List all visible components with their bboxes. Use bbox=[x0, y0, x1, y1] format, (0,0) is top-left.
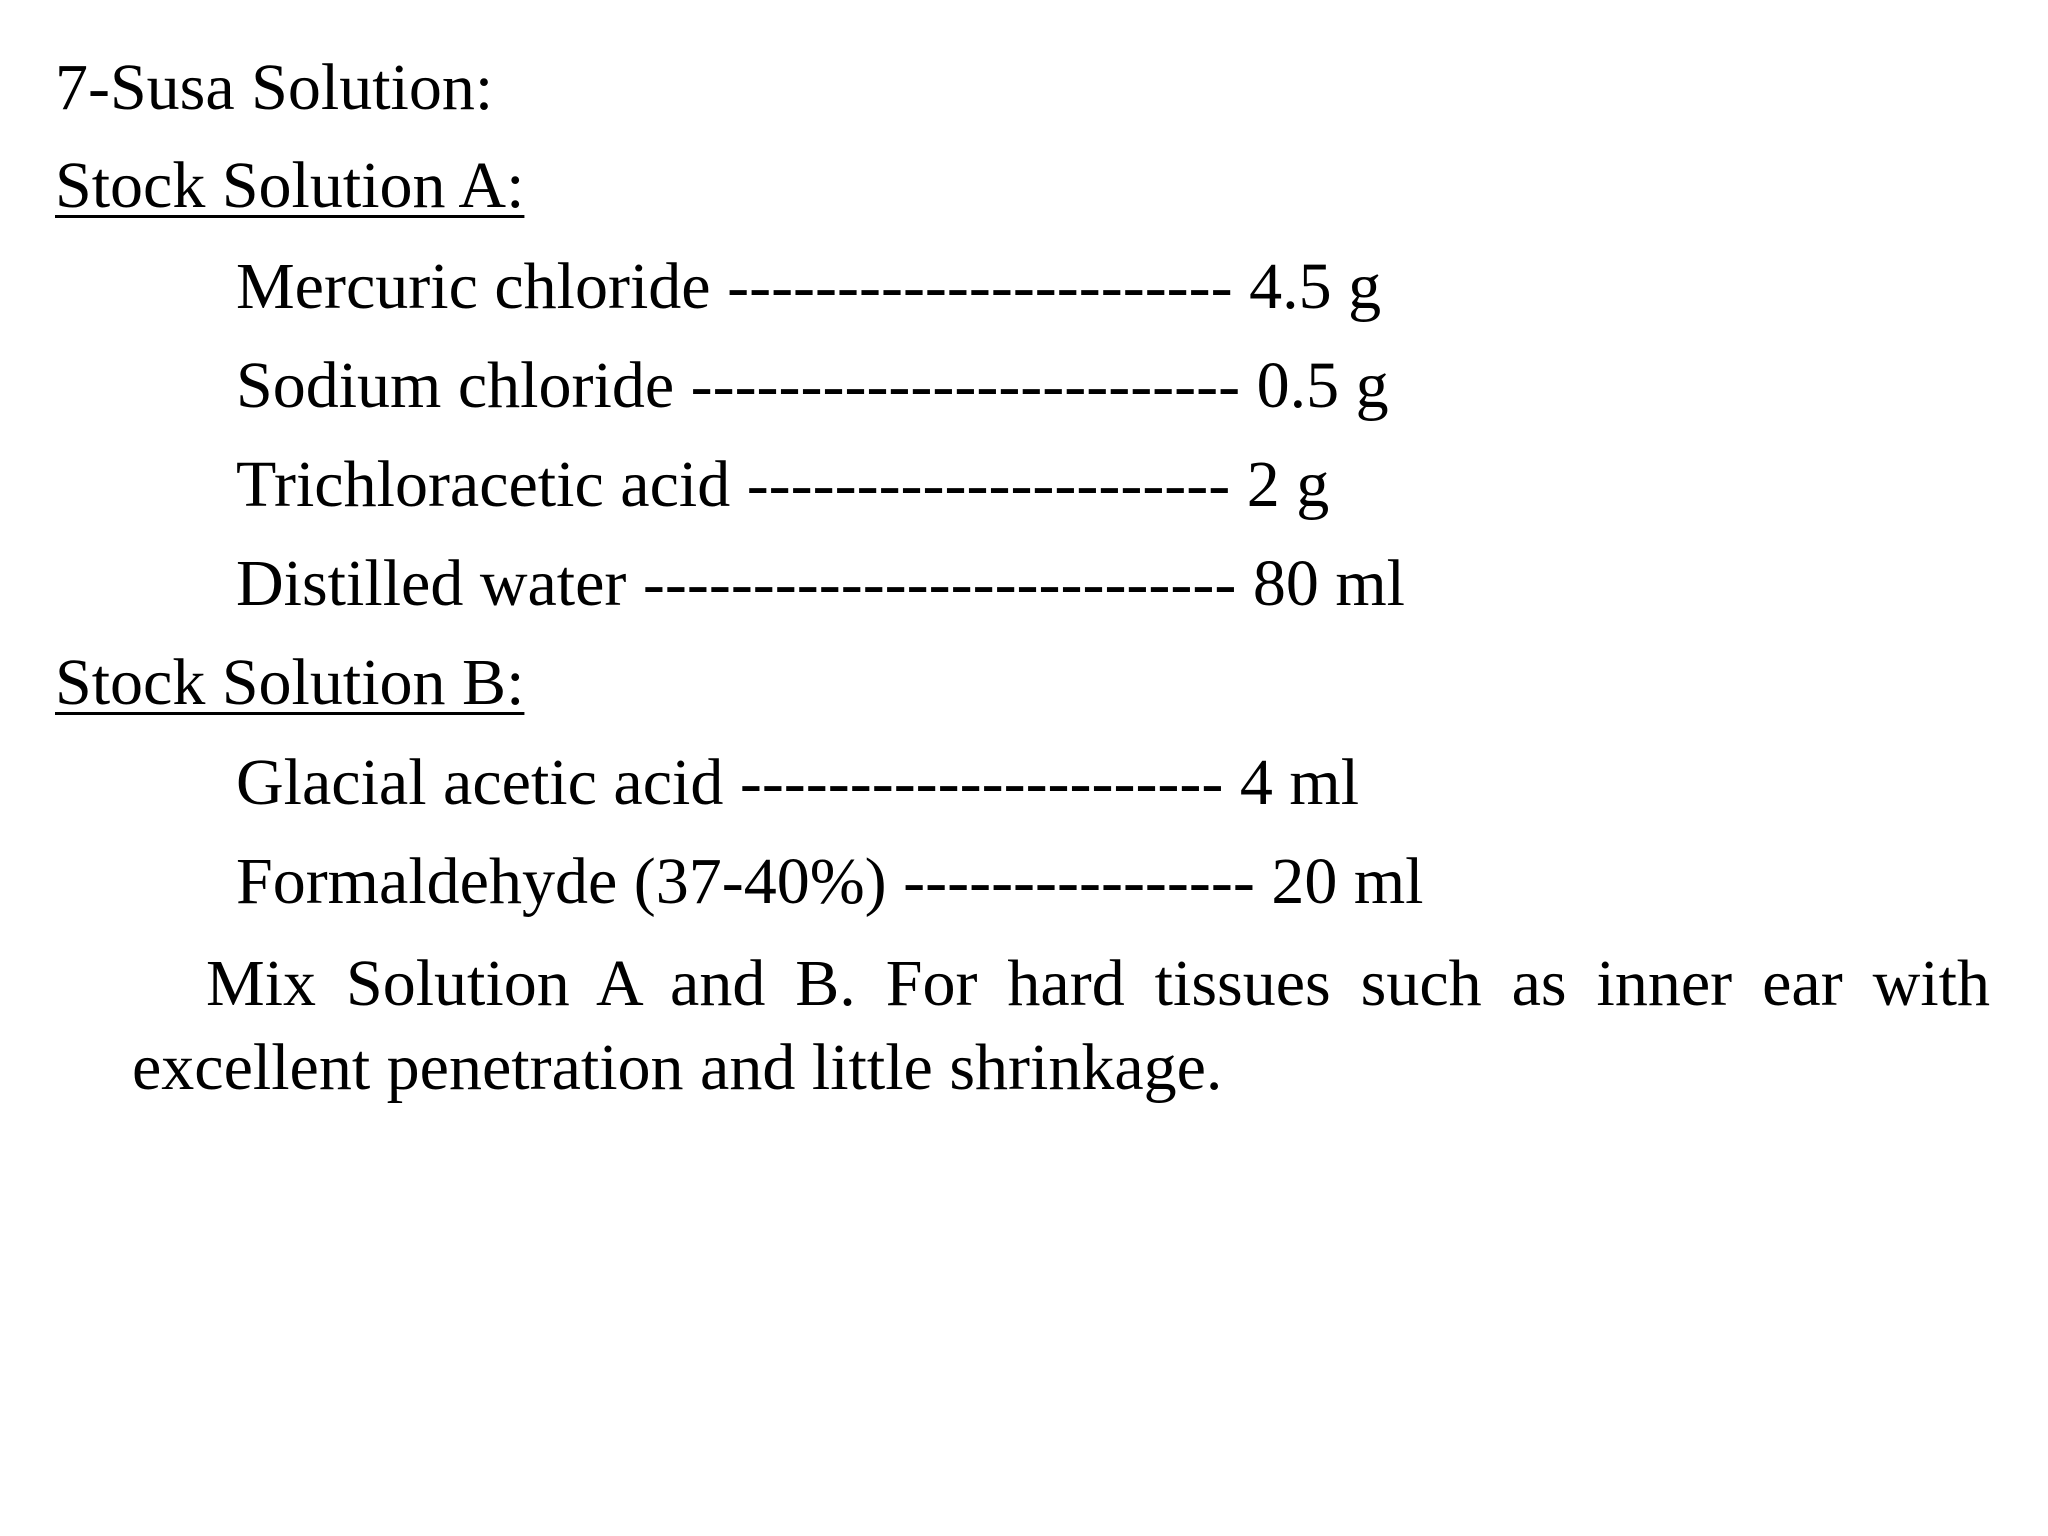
ingredient-row bbox=[236, 845, 1424, 918]
ingredient-dashes: ------------------------- bbox=[690, 349, 1241, 422]
ingredient-name: Mercuric chloride bbox=[236, 250, 711, 323]
ingredient-amount: 0.5 g bbox=[1256, 349, 1389, 422]
stock-solution-a-heading: Stock Solution A: bbox=[55, 149, 525, 222]
ingredient-amount: 4.5 g bbox=[1249, 250, 1382, 323]
ingredient-row bbox=[236, 746, 1360, 819]
ingredient-row bbox=[236, 547, 1406, 620]
ingredient-row bbox=[236, 349, 1389, 422]
ingredient-dashes: ---------------- bbox=[903, 845, 1255, 918]
ingredient-name: Distilled water bbox=[236, 547, 627, 620]
ingredient-name: Glacial acetic acid bbox=[236, 746, 724, 819]
stock-solution-b-heading: Stock Solution B: bbox=[55, 646, 525, 719]
ingredient-amount: 4 ml bbox=[1239, 746, 1360, 819]
ingredient-dashes: ---------------------- bbox=[739, 746, 1224, 819]
ingredient-amount: 2 g bbox=[1246, 448, 1330, 521]
ingredient-name: Trichloracetic acid bbox=[236, 448, 731, 521]
ingredient-dashes: ---------------------- bbox=[746, 448, 1231, 521]
ingredient-row bbox=[236, 448, 1330, 521]
ingredient-amount: 20 ml bbox=[1271, 845, 1424, 918]
ingredient-name: Sodium chloride bbox=[236, 349, 675, 422]
ingredient-dashes: ----------------------- bbox=[727, 250, 1233, 323]
instructions-paragraph: Mix Solution A and B. For hard tissues such as inner ear with excellent penetration and little shrinkage. bbox=[132, 947, 1990, 1104]
ingredient-amount: 80 ml bbox=[1252, 547, 1406, 620]
ingredient-name: Formaldehyde (37-40%) bbox=[236, 845, 887, 918]
ingredient-dashes: --------------------------- bbox=[642, 547, 1237, 620]
slide-title: 7-Susa Solution: bbox=[55, 51, 494, 124]
ingredient-row bbox=[236, 250, 1382, 323]
